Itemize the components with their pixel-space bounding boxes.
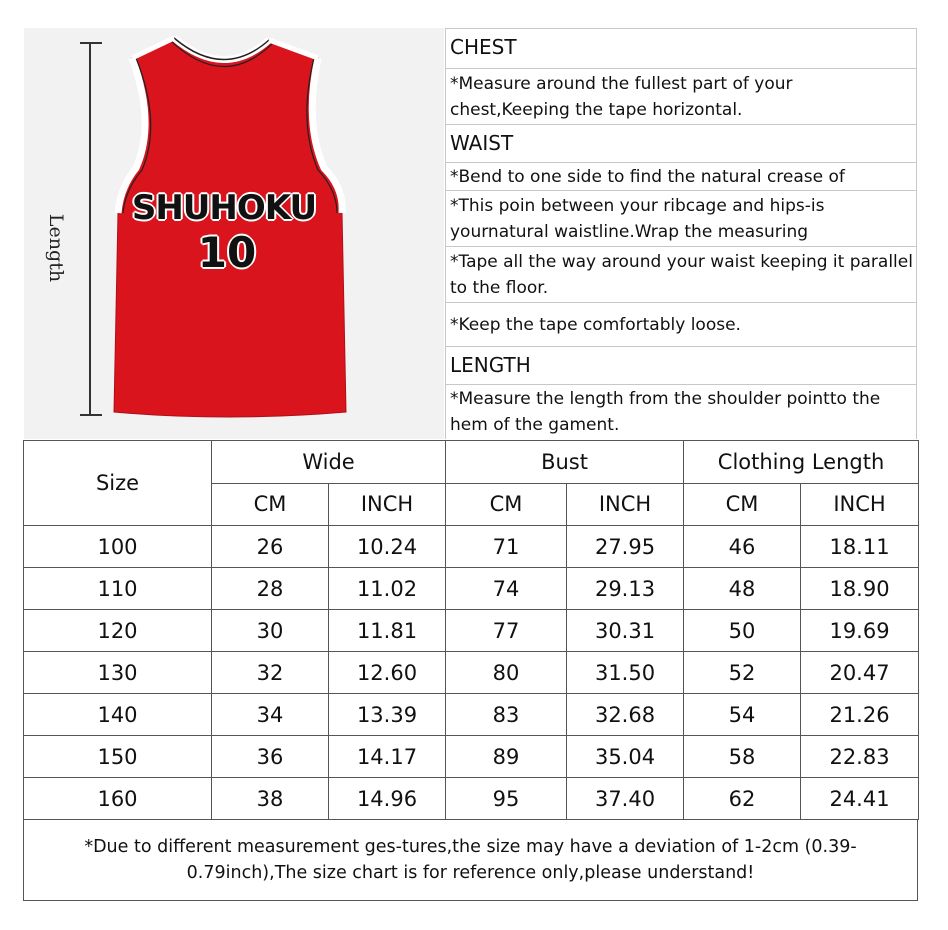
- table-cell: 52: [684, 652, 801, 694]
- table-cell: 21.26: [801, 694, 919, 736]
- measurement-guide: [445, 28, 917, 439]
- table-cell: 26: [212, 526, 329, 568]
- table-cell: 14.17: [329, 736, 446, 778]
- table-row: [24, 568, 919, 610]
- disclaimer-note: *Due to different measurement ges-tures,the size may have a deviation of 1-2cm (0.39-0.79inch),The size chart is for reference only,please understand!: [23, 819, 918, 901]
- table-cell: 71: [446, 526, 567, 568]
- size-cell: 150: [24, 736, 212, 778]
- size-cell: 140: [24, 694, 212, 736]
- table-cell: 11.02: [329, 568, 446, 610]
- guide-heading-waist: WAIST: [445, 124, 917, 162]
- size-header: Size: [24, 441, 212, 526]
- jersey-number-print: 10: [197, 228, 257, 277]
- table-cell: 35.04: [567, 736, 684, 778]
- group-header-wide: Wide: [212, 441, 446, 484]
- table-row: [24, 610, 919, 652]
- size-cell: 100: [24, 526, 212, 568]
- table-cell: 34: [212, 694, 329, 736]
- table-cell: 30: [212, 610, 329, 652]
- unit-header: CM: [684, 483, 801, 526]
- table-row: [24, 736, 919, 778]
- table-cell: 48: [684, 568, 801, 610]
- guide-text-waist-3: *Tape all the way around your waist keeping it parallel to the floor.: [445, 246, 917, 302]
- table-cell: 28: [212, 568, 329, 610]
- size-cell: 160: [24, 778, 212, 820]
- unit-header: CM: [446, 483, 567, 526]
- guide-heading-length: LENGTH: [445, 346, 917, 384]
- table-cell: 31.50: [567, 652, 684, 694]
- table-cell: 50: [684, 610, 801, 652]
- jersey-team-print: SHUHOKU: [131, 188, 317, 228]
- size-cell: 120: [24, 610, 212, 652]
- unit-header: INCH: [801, 483, 919, 526]
- table-cell: 77: [446, 610, 567, 652]
- table-cell: 12.60: [329, 652, 446, 694]
- table-cell: 29.13: [567, 568, 684, 610]
- table-cell: 83: [446, 694, 567, 736]
- table-cell: 37.40: [567, 778, 684, 820]
- table-row: [24, 778, 919, 820]
- table-cell: 58: [684, 736, 801, 778]
- table-cell: 14.96: [329, 778, 446, 820]
- jersey-illustration: [24, 28, 444, 439]
- guide-text-waist-4: *Keep the tape comfortably loose.: [445, 302, 917, 346]
- guide-heading-chest: CHEST: [445, 28, 917, 68]
- guide-text-chest: *Measure around the fullest part of your chest,Keeping the tape horizontal.: [445, 68, 917, 124]
- guide-text-waist-1: *Bend to one side to find the natural crease of: [445, 162, 917, 190]
- unit-header: INCH: [567, 483, 684, 526]
- table-cell: 89: [446, 736, 567, 778]
- size-cell: 130: [24, 652, 212, 694]
- table-cell: 18.11: [801, 526, 919, 568]
- table-cell: 19.69: [801, 610, 919, 652]
- unit-header: CM: [212, 483, 329, 526]
- table-cell: 54: [684, 694, 801, 736]
- table-cell: 10.24: [329, 526, 446, 568]
- length-label: Length: [45, 213, 67, 283]
- table-cell: 74: [446, 568, 567, 610]
- table-cell: 22.83: [801, 736, 919, 778]
- table-cell: 95: [446, 778, 567, 820]
- table-cell: 32.68: [567, 694, 684, 736]
- group-header-bust: Bust: [446, 441, 684, 484]
- group-header-clothing-length: Clothing Length: [684, 441, 919, 484]
- table-cell: 46: [684, 526, 801, 568]
- table-cell: 36: [212, 736, 329, 778]
- table-cell: 27.95: [567, 526, 684, 568]
- table-cell: 13.39: [329, 694, 446, 736]
- table-cell: 24.41: [801, 778, 919, 820]
- size-chart-table: [23, 440, 919, 820]
- table-row: [24, 694, 919, 736]
- table-cell: 80: [446, 652, 567, 694]
- unit-header: INCH: [329, 483, 446, 526]
- guide-text-length: *Measure the length from the shoulder pointto the hem of the gament.: [445, 384, 917, 439]
- table-row: [24, 652, 919, 694]
- table-cell: 20.47: [801, 652, 919, 694]
- table-cell: 18.90: [801, 568, 919, 610]
- guide-text-waist-2: *This poin between your ribcage and hips-is yournatural waistline.Wrap the measuring: [445, 190, 917, 246]
- table-row: [24, 526, 919, 568]
- table-cell: 11.81: [329, 610, 446, 652]
- table-cell: 62: [684, 778, 801, 820]
- size-cell: 110: [24, 568, 212, 610]
- table-cell: 38: [212, 778, 329, 820]
- table-cell: 30.31: [567, 610, 684, 652]
- table-cell: 32: [212, 652, 329, 694]
